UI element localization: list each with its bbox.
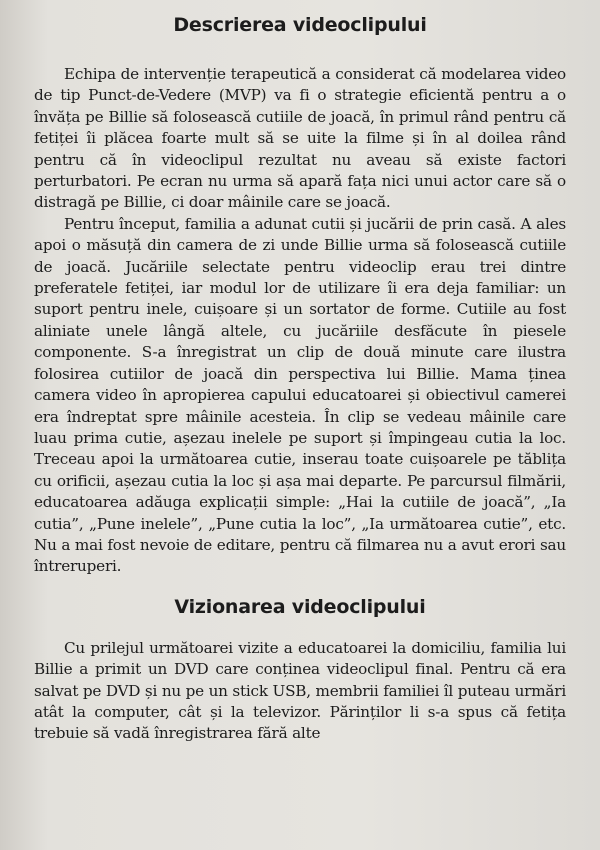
- section-heading: Descrierea videoclipului: [173, 14, 427, 36]
- paragraph: Cu prilejul următoarei vizite a educatoarei la domiciliu, familia lui Billie a primit un DVD care conținea videoclipul final. Pentru că era salvat pe DVD și nu pe un stick USB, membrii familiei îl puteau urmări atât la computer, cât și la televizor. Părinților li s-a spus că fetița trebuie să vadă înregistrarea fără alte: [34, 638, 566, 743]
- section-heading: Vizionarea videoclipului: [174, 595, 426, 618]
- paragraph: Pentru început, familia a adunat cutii și jucării de prin casă. A ales apoi o măsuță din camera de zi unde Billie urma să folosească cutiile de joacă. Jucăriile selectate pentru videoclip erau trei dintre preferatele fetiței, iar modul lor de utilizare îi era deja familiar: un suport pentru inele, cuișoare și un sortator de forme. Cutiile au fost aliniate unele lângă altele, cu jucăriile desfăcute în piesele componente. S-a înregistrat un clip de două minute care ilustra folosirea cutiilor de joacă din perspectiva lui Billie. Mama ținea camera video în apropierea capului educatoarei și obiectivul camerei era îndreptat spre mâinile acesteia. În clip se vedeau mâinile care luau prima cutie, așezau inelele pe suport și împingeau cutia la loc. Treceau apoi la următoarea cutie, inserau toate cuișoarele pe tăblița cu orificii, așezau cutia la loc și așa mai departe. Pe parcursul filmării, educatoarea adăuga explicații simple: „Hai la cutiile de joacă”, „Ia cutia”, „Pune inelele”, „Pune cutia la loc”, „Ia următoarea cutie”, etc. Nu a mai fost nevoie de editare, pentru că filmarea nu a avut erori sau întreruperi.: [34, 214, 566, 576]
- paragraph: Echipa de intervenție terapeutică a considerat că modelarea video de tip Punct-de-Vedere (MVP) va fi o strategie eficientă pentru a o învăța pe Billie să folosească cutiile de joacă, în primul rând pentru că fetiței îi plăcea foarte mult să se uite la filme și în al doilea rând pentru că în videoclipul rezultat nu aveau să existe factori perturbatori. Pe ecran nu urma să apară fața nici unui actor care să o distragă pe Billie, ci doar mâinile care se joacă.: [34, 65, 566, 212]
